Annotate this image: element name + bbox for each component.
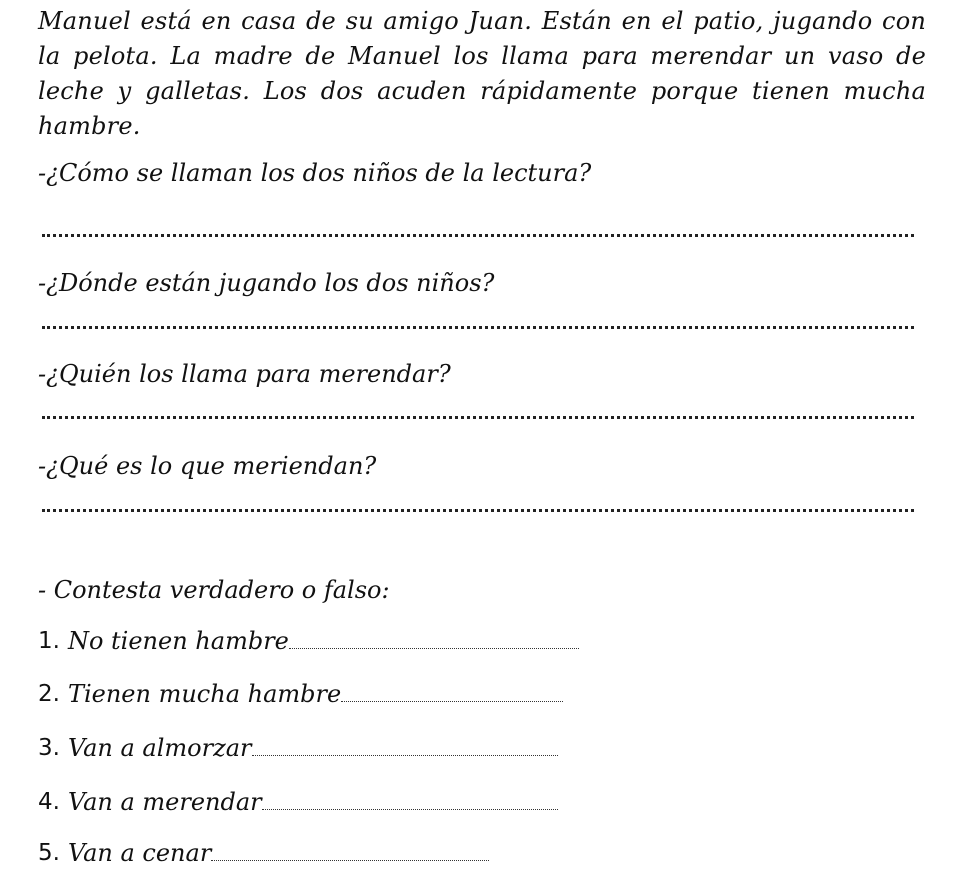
tf-item-number: 2. (38, 681, 60, 707)
reading-passage: Manuel está en casa de su amigo Juan. Están en el patio, jugando con la pelota. La madre de Manuel los llama para merendar un vaso de leche y galletas. Los dos acuden rápidamente porque tienen mucha hambre. (38, 7, 926, 140)
tf-item-number: 5. (38, 840, 60, 866)
tf-item-text: No tienen hambre (67, 627, 289, 655)
tf-answer-dots[interactable] (252, 755, 558, 756)
tf-answer-dots[interactable] (341, 701, 563, 702)
answer-line-3[interactable] (42, 416, 914, 419)
question-1: -¿Cómo se llaman los dos niños de la lectura? (38, 159, 592, 187)
answer-line-2[interactable] (42, 326, 914, 329)
tf-answer-dots[interactable] (211, 860, 489, 861)
tf-item-text: Tienen mucha hambre (67, 680, 342, 708)
tf-item-text: Van a cenar (67, 839, 212, 867)
tf-item-4 (38, 785, 558, 817)
tf-item-text: Van a almorzar (67, 734, 252, 762)
question-4: -¿Qué es lo que meriendan? (38, 452, 377, 480)
question-2: -¿Dónde están jugando los dos niños? (38, 269, 495, 297)
tf-item-5 (38, 836, 489, 868)
answer-line-4[interactable] (42, 509, 914, 512)
tf-item-2 (38, 677, 563, 709)
tf-item-number: 3. (38, 735, 60, 761)
tf-item-3 (38, 731, 558, 763)
true-false-heading: - Contesta verdadero o falso: (38, 576, 390, 604)
tf-item-number: 1. (38, 628, 60, 654)
tf-item-text: Van a merendar (67, 788, 262, 816)
tf-item-number: 4. (38, 789, 60, 815)
tf-answer-dots[interactable] (289, 648, 579, 649)
question-3: -¿Quién los llama para merendar? (38, 360, 451, 388)
tf-item-1 (38, 624, 579, 656)
tf-answer-dots[interactable] (262, 809, 558, 810)
answer-line-1[interactable] (42, 234, 914, 237)
